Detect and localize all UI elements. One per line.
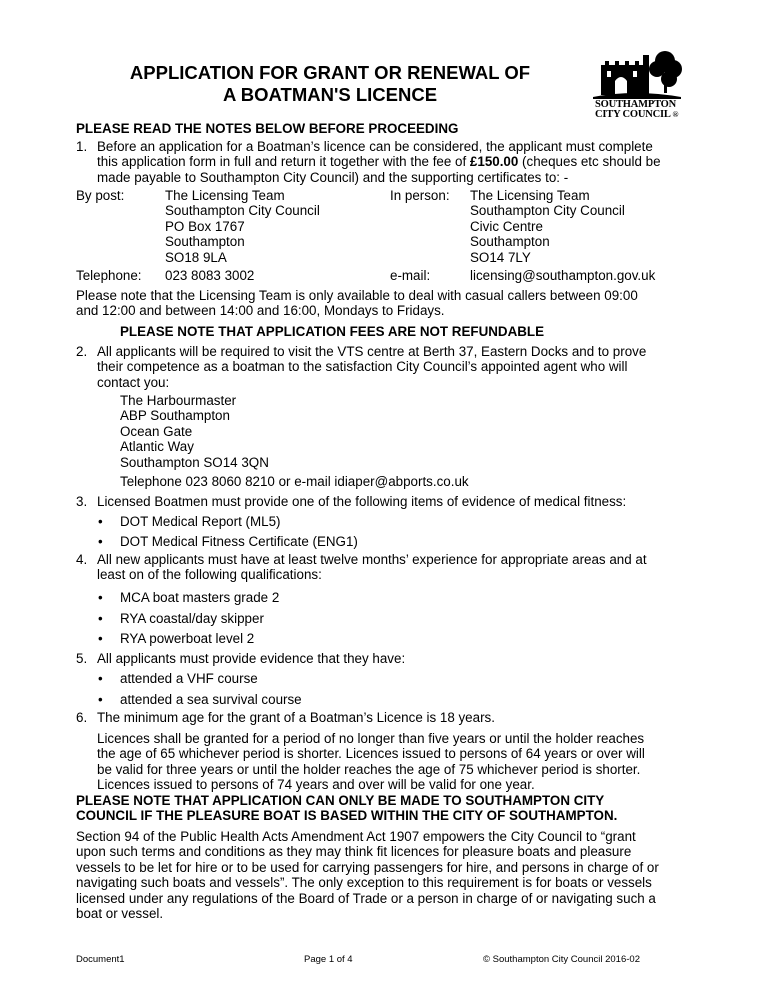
item-1-line-2 — [97, 154, 697, 169]
harbourmaster-address-line: Ocean Gate — [120, 423, 193, 439]
item-6-line-1: The minimum age for the grant of a Boatman’s Licence is 18 years. — [97, 710, 495, 725]
list-item: RYA powerboat level 2 — [120, 631, 255, 646]
bullet-icon: • — [98, 611, 103, 626]
email-address: licensing@southampton.gov.uk — [470, 268, 656, 283]
title-line-2: A BOATMAN'S LICENCE — [222, 84, 438, 105]
in-person-address-line: SO14 7LY — [470, 249, 531, 265]
licence-duration-line: Licences issued to persons of 74 years and over will be valid for one year. — [97, 777, 535, 793]
telephone-label: Telephone: — [76, 268, 142, 283]
item-3-number: 3. — [76, 494, 88, 509]
item-2-line-2: their competence as a boatman to the satisfaction City Council’s appointed agent who will — [97, 359, 628, 375]
list-item: attended a sea survival course — [120, 692, 302, 707]
item-1-line-1: Before an application for a Boatman’s licence can be considered, the applicant must complete — [97, 139, 653, 154]
list-item: DOT Medical Fitness Certificate (ENG1) — [120, 534, 358, 549]
item-2-text — [97, 344, 697, 390]
logo-text — [595, 100, 678, 120]
postal-address-line: Southampton City Council — [165, 203, 320, 219]
harbourmaster-address — [120, 393, 269, 470]
email-label: e-mail: — [390, 268, 431, 283]
title-line-1: APPLICATION FOR GRANT OR RENEWAL OF — [129, 62, 531, 83]
in-person-address-line: Civic Centre — [470, 218, 543, 234]
callers-note — [76, 288, 706, 319]
bullet-icon: • — [98, 590, 103, 605]
item-4-line-1: All new applicants must have at least twelve months’ experience for appropriate areas and at — [97, 552, 647, 567]
bullet-icon: • — [98, 534, 103, 549]
postal-address-line: Southampton — [165, 234, 245, 250]
harbourmaster-contact: Telephone 023 8060 8210 or e-mail idiaper@abports.co.uk — [120, 474, 469, 489]
section-94-paragraph — [76, 829, 716, 921]
harbourmaster-address-line: Atlantic Way — [120, 439, 194, 455]
fees-not-refundable-note: PLEASE NOTE THAT APPLICATION FEES ARE NOT REFUNDABLE — [120, 324, 545, 339]
item-5-number: 5. — [76, 651, 88, 666]
bullet-icon: • — [98, 692, 103, 707]
item-1-number: 1. — [76, 139, 88, 154]
list-item: MCA boat masters grade 2 — [120, 590, 280, 605]
list-item: DOT Medical Report (ML5) — [120, 514, 281, 529]
in-person-address-line: Southampton City Council — [470, 203, 625, 219]
in-person-label: In person: — [390, 188, 450, 203]
harbourmaster-address-line: The Harbourmaster — [120, 393, 237, 408]
postal-address-line: The Licensing Team — [165, 188, 285, 203]
bullet-icon: • — [98, 671, 103, 686]
logo-line-2-row — [595, 110, 678, 120]
registered-mark: ® — [672, 110, 679, 119]
licence-duration-line: be valid for three years or until the holder reaches the age of 75 whichever period is shorter. — [97, 761, 641, 777]
logo-line-1: SOUTHAMPTON — [595, 99, 677, 110]
harbourmaster-address-line: Southampton SO14 3QN — [120, 454, 269, 470]
postal-address-line: SO18 9LA — [165, 249, 227, 265]
item-2-number: 2. — [76, 344, 88, 359]
section-94-line: upon such terms and conditions as they may think fit licences for pleasure boats and pleasure — [76, 844, 632, 860]
section-94-line: Section 94 of the Public Health Acts Amendment Act 1907 empowers the City Council to “grant — [76, 829, 636, 844]
read-notes-heading: PLEASE READ THE NOTES BELOW BEFORE PROCEEDING — [76, 121, 459, 136]
footer-page-number: Page 1 of 4 — [304, 954, 353, 965]
section-94-line: boat or vessel. — [76, 906, 164, 922]
item-1-line-3: made payable to Southampton City Council) and the supporting certificates to: - — [97, 169, 569, 185]
item-2-line-1: All applicants will be required to visit the VTS centre at Berth 37, Eastern Docks and to prove — [97, 344, 647, 359]
fee-amount: £150.00 — [469, 154, 519, 170]
item-6-number: 6. — [76, 710, 88, 725]
harbourmaster-address-line: ABP Southampton — [120, 408, 230, 424]
licence-duration-line: the age of 65 whichever period is shorter. Licences issued to persons of 64 years or over will — [97, 746, 645, 762]
postal-address-line: PO Box 1767 — [165, 218, 245, 234]
logo-line-2: CITY COUNCIL — [595, 109, 671, 120]
licence-duration-paragraph — [97, 731, 717, 793]
item-5-line-1: All applicants must provide evidence that they have: — [97, 651, 406, 666]
section-94-line: navigating such boats and vessels”. The only exception to this requirement is for boats or vessels — [76, 875, 652, 891]
item-1-line-2b: (cheques etc should be — [518, 154, 661, 170]
section-94-line: vessels to be let for hire or to be used for carrying passengers for hire, and persons in charge of or — [76, 859, 659, 875]
footer-copyright: © Southampton City Council 2016-02 — [483, 954, 640, 965]
bullet-icon: • — [98, 631, 103, 646]
in-person-address-line: Southampton — [470, 234, 550, 250]
item-1-line-2a: this application form in full and return it together with the fee of — [97, 154, 470, 170]
page-title — [90, 62, 570, 106]
item-3-line-1: Licensed Boatmen must provide one of the following items of evidence of medical fitness: — [97, 494, 627, 509]
licence-duration-line: Licences shall be granted for a period of no longer than five years or until the holder reaches — [97, 731, 645, 746]
postal-address — [165, 188, 320, 265]
city-based-notice — [76, 793, 716, 824]
city-based-notice-line-1: PLEASE NOTE THAT APPLICATION CAN ONLY BE MADE TO SOUTHAMPTON CITY — [76, 793, 605, 808]
footer-document-name: Document1 — [76, 954, 125, 965]
section-94-line: licensed under any regulations of the Board of Trade or a person in charge of or navigating such a — [76, 890, 656, 906]
item-4-line-2: least on of the following qualifications: — [97, 567, 322, 583]
callers-note-line-1: Please note that the Licensing Team is only available to deal with casual callers between 09:00 — [76, 288, 638, 303]
list-item: attended a VHF course — [120, 671, 258, 686]
list-item: RYA coastal/day skipper — [120, 611, 264, 626]
item-1-text — [97, 139, 697, 185]
by-post-label: By post: — [76, 188, 125, 203]
southampton-city-council-logo — [585, 47, 685, 121]
bullet-icon: • — [98, 514, 103, 529]
item-4-text — [97, 552, 697, 583]
item-4-number: 4. — [76, 552, 88, 567]
city-based-notice-line-2: COUNCIL IF THE PLEASURE BOAT IS BASED WITHIN THE CITY OF SOUTHAMPTON. — [76, 808, 618, 824]
callers-note-line-2: and 12:00 and between 14:00 and 16:00, Mondays to Fridays. — [76, 303, 445, 319]
in-person-address — [470, 188, 625, 265]
in-person-address-line: The Licensing Team — [470, 188, 590, 203]
telephone-number: 023 8083 3002 — [165, 268, 255, 283]
item-2-line-3: contact you: — [97, 374, 170, 390]
